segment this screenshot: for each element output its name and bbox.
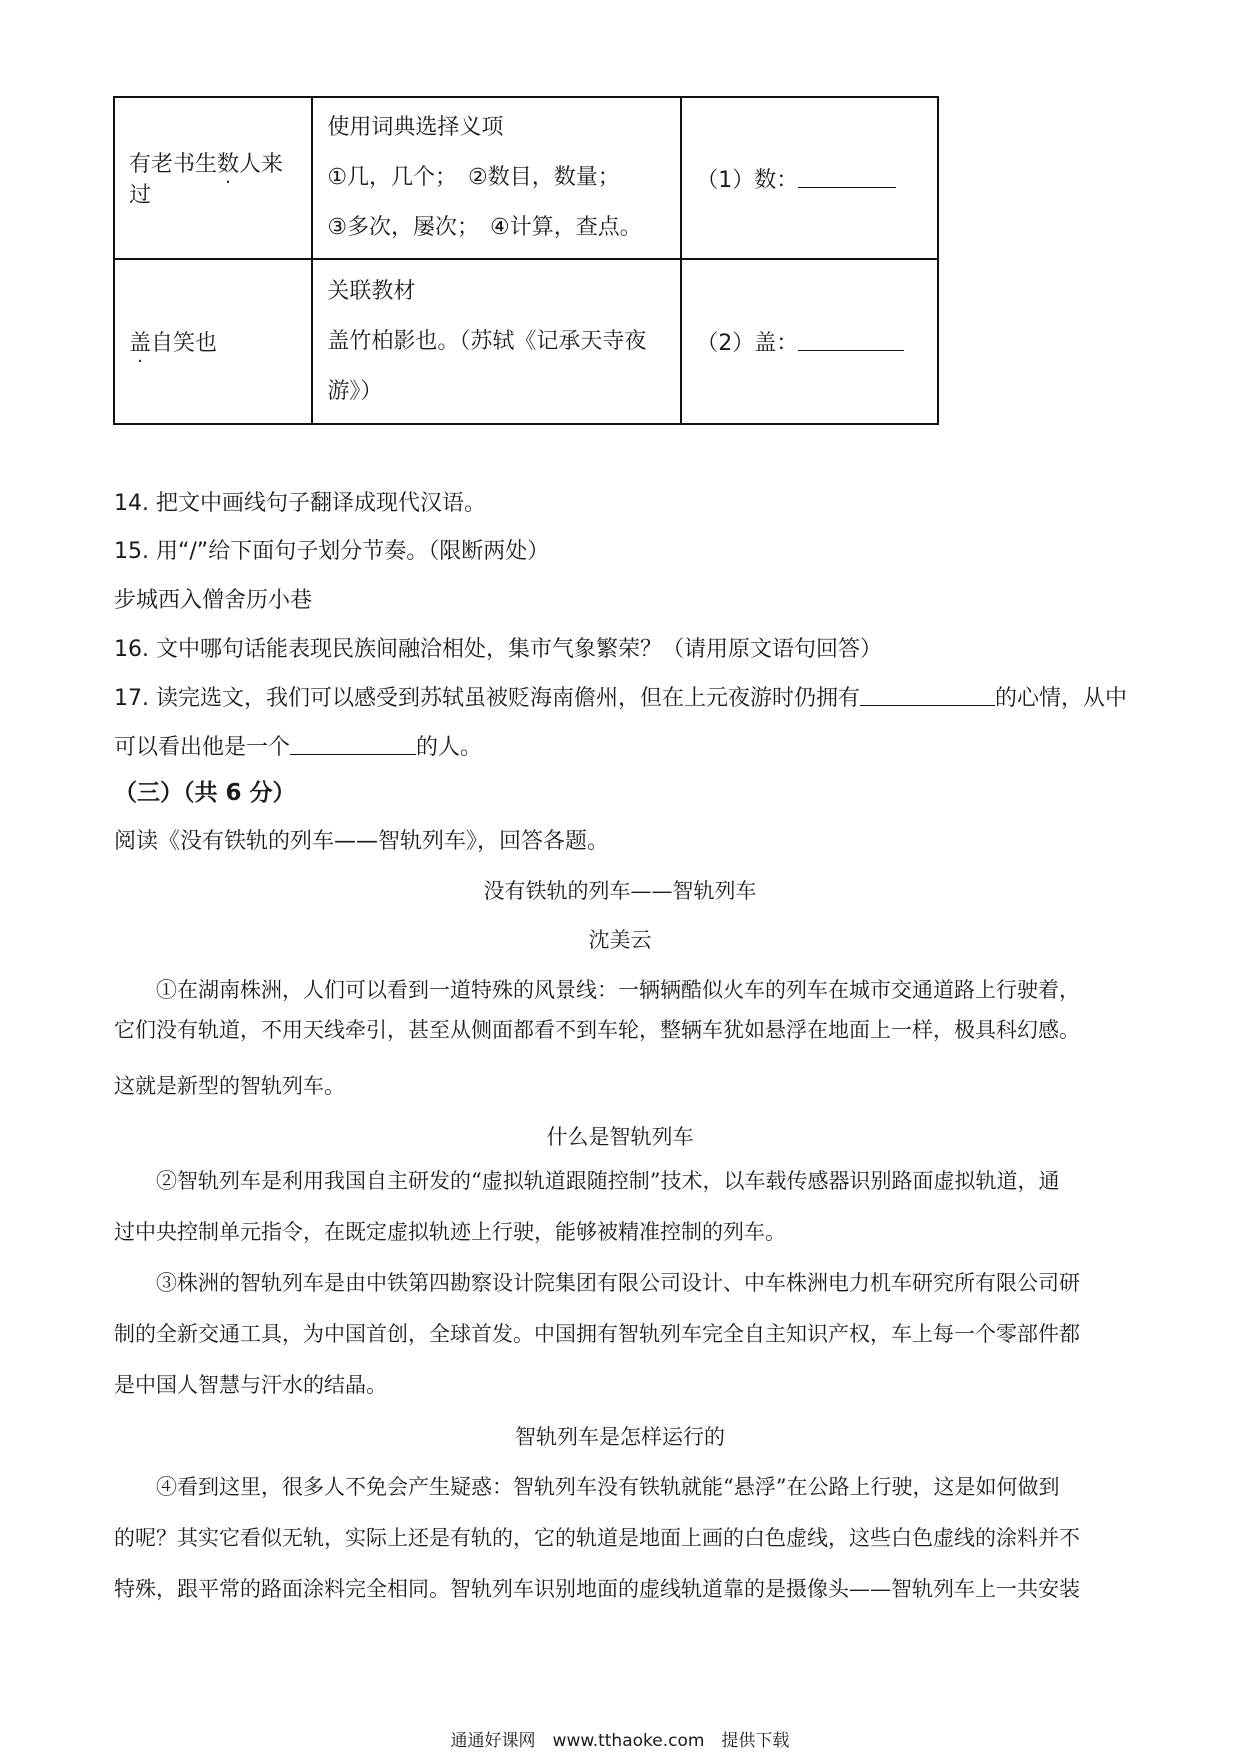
paragraph-line: ④看到这里，很多人不免会产生疑惑：智轨列车没有铁轨就能“悬浮”在公路上行驶，这是如何做到 <box>156 1475 1060 1499</box>
article-subheading: 什么是智轨列车 <box>546 1125 694 1149</box>
answer-cell <box>681 97 938 259</box>
emphasis-dot-char: 盖 <box>129 331 152 356</box>
answer-label: （2）盖： <box>696 331 799 356</box>
question-15-sentence: 步城西入僧舍历小巷 <box>114 588 313 613</box>
method-cell <box>312 259 681 424</box>
paragraph-line: 这就是新型的智轨列车。 <box>114 1074 345 1098</box>
vocab-table <box>113 96 939 425</box>
table-row <box>114 97 938 259</box>
method-title: 关联教材 <box>327 278 416 304</box>
question-14: 14. 把文中画线句子翻译成现代汉语。 <box>114 491 486 516</box>
article-subheading: 智轨列车是怎样运行的 <box>515 1425 725 1449</box>
answer-blank[interactable] <box>798 187 896 188</box>
method-title: 使用词典选择义项 <box>327 115 504 140</box>
question-15: 15. 用“/”给下面句子划分节奏。（限断两处） <box>114 539 550 564</box>
method-line: 游》） <box>327 378 383 404</box>
paragraph-line: 它们没有轨道，不用天线牵引，甚至从侧面都看不到车轮，整辆车犹如悬浮在地面上一样，极具科幻感。 <box>114 1018 1080 1042</box>
article-title: 没有铁轨的列车——智轨列车 <box>483 879 757 903</box>
answer-cell <box>681 259 938 424</box>
answer-blank[interactable] <box>860 705 995 706</box>
question-17-line2: 可以看出他是一个 的人。 <box>114 735 483 760</box>
word-cell: 盖自笑也 <box>114 259 312 424</box>
paragraph-line: ③株洲的智轨列车是由中铁第四勘察设计院集团有限公司设计、中车株洲电力机车研究所有限公司研 <box>156 1271 1080 1295</box>
method-line: ③多次，屡次； ④计算，查点。 <box>327 215 642 240</box>
question-16: 16. 文中哪句话能表现民族间融洽相处，集市气象繁荣？（请用原文语句回答） <box>114 637 882 662</box>
table-row <box>114 259 938 424</box>
question-17-line1: 17. 读完选文，我们可以感受到苏轼虽被贬海南儋州，但在上元夜游时仍拥有 的心情，从中 <box>114 686 1127 711</box>
section-instruction: 阅读《没有铁轨的列车——智轨列车》，回答各题。 <box>114 829 610 854</box>
paragraph-line: ①在湖南株洲，人们可以看到一道特殊的风景线：一辆辆酷似火车的列车在城市交通道路上行驶着， <box>156 978 1080 1002</box>
answer-blank[interactable] <box>290 754 416 755</box>
paragraph-line: 是中国人智慧与汗水的结晶。 <box>114 1373 387 1397</box>
method-line: 盖竹柏影也。（苏轼《记承天寺夜 <box>327 328 647 354</box>
footer-watermark: 通通好课网 www.tthaoke.com 提供下载 <box>450 1731 790 1751</box>
answer-label: （1）数： <box>696 167 799 193</box>
paragraph-line: 特殊，跟平常的路面涂料完全相同。智轨列车识别地面的虚线轨道靠的是摄像头——智轨列车上一共安装 <box>114 1577 1080 1601</box>
paragraph-line: 过中央控制单元指令，在既定虚拟轨迹上行驶，能够被精准控制的列车。 <box>114 1220 786 1244</box>
emphasis-dot-char: 数 <box>217 152 240 177</box>
paragraph-line: ②智轨列车是利用我国自主研发的“虚拟轨道跟随控制”技术，以车载传感器识别路面虚拟轨道，通 <box>156 1169 1060 1193</box>
word-cell: 有老书生数人来过 <box>114 97 312 259</box>
answer-blank[interactable] <box>798 350 904 351</box>
paragraph-line: 的呢？其实它看似无轨，实际上还是有轨的，它的轨道是地面上画的白色虚线，这些白色虚线的涂料并不 <box>114 1526 1080 1550</box>
method-cell <box>312 97 681 259</box>
paragraph-line: 制的全新交通工具，为中国首创，全球首发。中国拥有智轨列车完全自主知识产权，车上每一个零部件都 <box>114 1322 1080 1346</box>
article-author: 沈美云 <box>588 928 652 952</box>
method-line: ①几，几个； ②数目，数量； <box>327 165 620 190</box>
section-header: （三）（共 6 分） <box>114 780 296 806</box>
